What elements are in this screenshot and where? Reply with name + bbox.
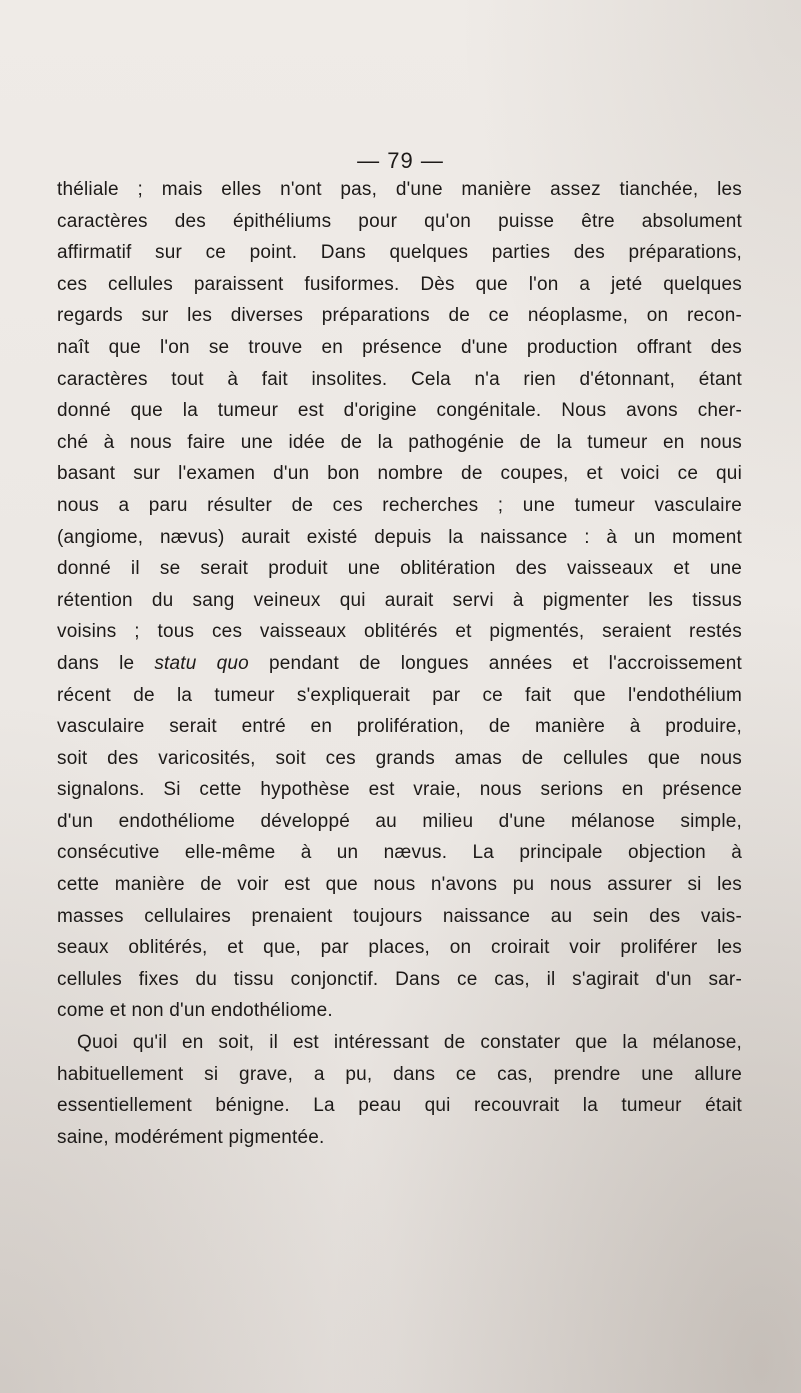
text-line: caractères des épithéliums pour qu'on puisse être absolument xyxy=(57,210,742,232)
text-line: donné il se serait produit une oblitération des vaisseaux et une xyxy=(57,558,742,580)
text-line: cellules fixes du tissu conjonctif. Dans ce cas, il s'agirait d'un sar- xyxy=(57,968,742,990)
text-line: (angiome, nævus) aurait existé depuis la naissance : à un moment xyxy=(57,526,742,548)
text-line: donné que la tumeur est d'origine congénitale. Nous avons cher- xyxy=(57,400,742,422)
text-line: nous a paru résulter de ces recherches ; une tumeur vasculaire xyxy=(57,494,742,516)
text-line: signalons. Si cette hypothèse est vraie, nous serions en présence xyxy=(57,779,742,801)
page-number: — 79 — xyxy=(357,148,444,173)
text-line: récent de la tumeur s'expliquerait par ce fait que l'endothélium xyxy=(57,684,742,706)
text-line: Quoi qu'il en soit, il est intéressant de constater que la mélanose, xyxy=(77,1032,742,1054)
text-line: cette manière de voir est que nous n'avons pu nous assurer si les xyxy=(57,874,742,896)
italic-phrase: statu quo xyxy=(154,652,249,674)
text-line: come et non d'un endothéliome. xyxy=(57,1000,333,1022)
text-line: affirmatif sur ce point. Dans quelques parties des préparations, xyxy=(57,242,742,264)
text-line: ces cellules paraissent fusiformes. Dès que l'on a jeté quelques xyxy=(57,273,742,295)
text-line: consécutive elle-même à un nævus. La principale objection à xyxy=(57,842,742,864)
text-line: regards sur les diverses préparations de ce néoplasme, on recon- xyxy=(57,305,742,327)
text-line: voisins ; tous ces vaisseaux oblitérés et pigmentés, seraient restés xyxy=(57,621,742,643)
text-line: ché à nous faire une idée de la pathogénie de la tumeur en nous xyxy=(57,431,742,453)
text-line: naît que l'on se trouve en présence d'une production offrant des xyxy=(57,336,742,358)
text-line: soit des varicosités, soit ces grands amas de cellules que nous xyxy=(57,747,742,769)
text-line: basant sur l'examen d'un bon nombre de coupes, et voici ce qui xyxy=(57,463,742,485)
text-line: théliale ; mais elles n'ont pas, d'une manière assez tianchée, les xyxy=(57,179,742,200)
text-line: d'un endothéliome développé au milieu d'une mélanose simple, xyxy=(57,810,742,832)
body-text xyxy=(57,174,742,1153)
text-line: essentiellement bénigne. La peau qui recouvrait la tumeur était xyxy=(57,1095,742,1117)
text-line: habituellement si grave, a pu, dans ce cas, prendre une allure xyxy=(57,1063,742,1085)
text-line-with-italic: dans le statu quo pendant de longues années et l'accroissement xyxy=(57,652,742,674)
text-line: caractères tout à fait insolites. Cela n'a rien d'étonnant, étant xyxy=(57,368,742,390)
text-line: rétention du sang veineux qui aurait servi à pigmenter les tissus xyxy=(57,589,742,611)
paragraph xyxy=(57,1027,742,1153)
text-line: saine, modérément pigmentée. xyxy=(57,1126,325,1148)
text-line: vasculaire serait entré en prolifération, de manière à produire, xyxy=(57,716,742,738)
text-line: masses cellulaires prenaient toujours naissance au sein des vais- xyxy=(57,905,742,927)
text-line: seaux oblitérés, et que, par places, on croirait voir proliférer les xyxy=(57,937,742,959)
paragraph xyxy=(57,174,742,1027)
